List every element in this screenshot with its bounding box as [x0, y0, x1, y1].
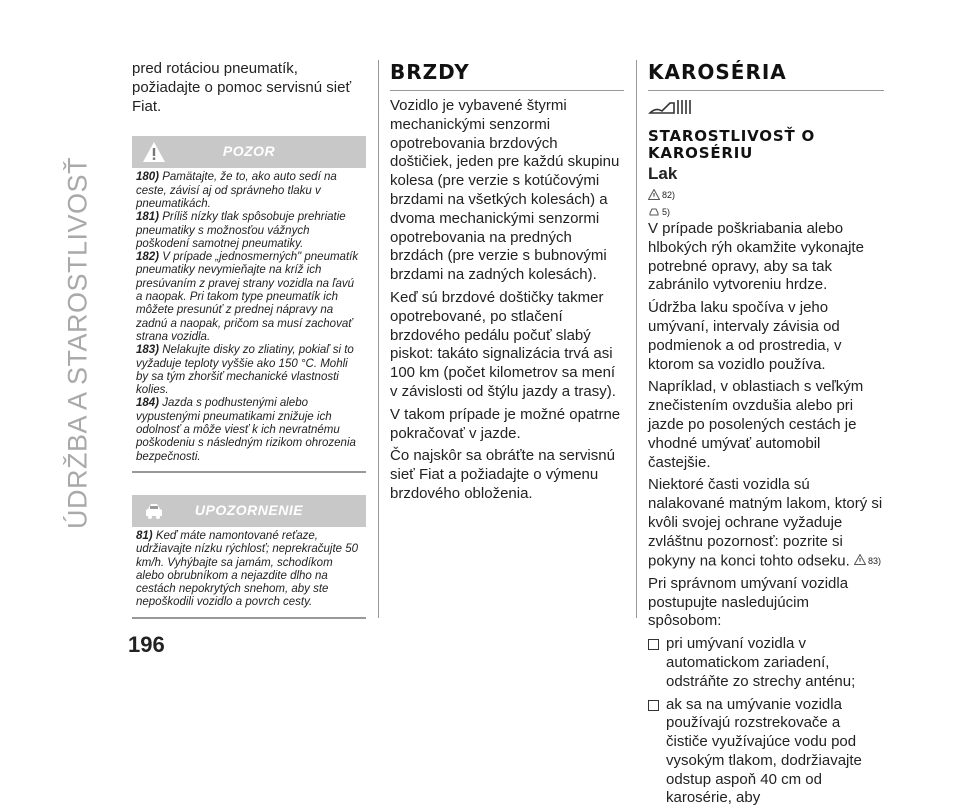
- paragraph: Údržba laku spočíva v jeho umývaní, intervaly závisia od podmienok a od prostredia, v ktorom sa vozidlo používa.: [648, 299, 884, 374]
- section-heading-body: KAROSÉRIA: [648, 60, 884, 84]
- list-item: ak sa na umývanie vozidla používajú rozstrekovače a čističe využívajúce vodu pod vysokým tlakom, dodržiavajte odstup aspoň 40 cm od karosérie, aby: [648, 696, 884, 812]
- checkbox-bullet-icon: [648, 639, 659, 650]
- paragraph: Napríklad, v oblastiach s veľkým znečistením ovzdušia alebo pri jazde po posolených cestách je vhodné umývať automobil častejšie.: [648, 378, 884, 472]
- caution-title: POZOR: [132, 143, 366, 159]
- paragraph: Pri správnom umývaní vozidla postupujte nasledujúcim spôsobom:: [648, 575, 884, 631]
- paragraph: V prípade poškriabania alebo hlbokých rýh okamžite vykonajte potrebné opravy, aby sa tak zabránilo vytvoreniu hrdze.: [648, 220, 884, 295]
- car-hand-icon: [648, 206, 660, 217]
- reference-caution: 82): [648, 186, 884, 203]
- paragraph: Niektoré časti vozidla sú nalakované matným lakom, ktorý si kvôli svojej ochrane vyžaduje zvláštnu pozornosť: pozrite si pokyny na konci tohto odseku. 83): [648, 476, 884, 570]
- warning-triangle-icon: [648, 189, 660, 200]
- caution-note: 182) V prípade „jednosmerných" pneumatík pneumatiky nevymieňajte na kríž ich presúvaním z pravej strany vozidla na ľavú a naopak. Pri takom type pneumatík ich môžete presunúť z prednej nápravy na zadnú a naopak, pričom sa musí zachovať strana vozidla.: [136, 251, 362, 344]
- paragraph: Keď sú brzdové doštičky takmer opotrebované, po stlačení brzdového pedálu počuť slabý piskot: takáto signalizácia trvá asi 100 km (počet kilometrov sa mení v závislosti od štýlu jazdy a trasy).: [390, 289, 624, 402]
- column-divider: [378, 60, 379, 618]
- subheading-paint: Lak: [648, 164, 884, 184]
- heading-rule: [648, 90, 884, 91]
- warning-triangle-icon: [854, 554, 866, 565]
- caution-note: 180) Pamätajte, že to, ako auto sedí na ceste, závisí aj od správneho tlaku v pneumatikách.: [136, 171, 362, 211]
- reference-warning: 5): [648, 203, 884, 220]
- warning-body: [132, 527, 366, 619]
- caution-note: 184) Jazda s podhustenými alebo vypustenými pneumatikami znižuje ich odolnosť a môže viesť k ich nevratnému poškodeniu s následným rizikom ohrozenia bezpečnosti.: [136, 397, 362, 463]
- warning-note: 81) Keď máte namontované reťaze, udržiavajte nízku rýchlosť; neprekračujte 50 km/h. Vyhýbajte sa jamám, schodíkom alebo obrubníkom a nejazdite dlho na cestách nepokrytých snehom, aby ste nepoškodili vozidlo a povrch cesty.: [136, 530, 362, 610]
- caution-header: [132, 136, 366, 168]
- warning-header: [132, 495, 366, 527]
- paragraph: Čo najskôr sa obráťte na servisnú sieť Fiat a požiadajte o výmenu brzdového obloženia.: [390, 447, 624, 503]
- caution-note: 183) Nelakujte disky zo zliatiny, pokiaľ si to vyžaduje teploty vyššie ako 150 °C. Mohli by sa tým zhoršiť mechanické vlastnosti kolies.: [136, 344, 362, 397]
- paragraph: Vozidlo je vybavené štyrmi mechanickými senzormi opotrebovania brzdových doštičiek, jeden pre každú skupinu kolesa (pre verzie s kotúčovými brzdami na všetkých kolesách) a dvoma mechanickými senzormi opotrebovania na predných brzdách (pre verzie s bubnovými brzdami na zadných kolesách).: [390, 97, 624, 285]
- intro-paragraph: pred rotáciou pneumatík, požiadajte o pomoc servisnú sieť Fiat.: [132, 60, 366, 116]
- checkbox-bullet-icon: [648, 700, 659, 711]
- column-middle: [390, 60, 624, 508]
- column-right: [648, 60, 884, 812]
- caution-note: 181) Príliš nízky tlak spôsobuje prehriatie pneumatiky s možnosťou vážnych poškodení samotnej pneumatiky.: [136, 211, 362, 251]
- page-number: 196: [128, 632, 165, 658]
- subheading-body-care: STAROSTLIVOSŤ O KAROSÉRIU: [648, 128, 884, 162]
- heading-rule: [390, 90, 624, 91]
- list-item: pri umývaní vozidla v automatickom zariadení, odstráňte zo strechy anténu;: [648, 635, 884, 695]
- warning-title: UPOZORNENIE: [132, 502, 366, 518]
- section-heading-brakes: BRZDY: [390, 60, 624, 84]
- car-wash-icon: [648, 97, 692, 117]
- paragraph: V takom prípade je možné opatrne pokračovať v jazde.: [390, 406, 624, 444]
- column-divider: [636, 60, 637, 618]
- column-left: [132, 60, 366, 619]
- caution-body: [132, 168, 366, 473]
